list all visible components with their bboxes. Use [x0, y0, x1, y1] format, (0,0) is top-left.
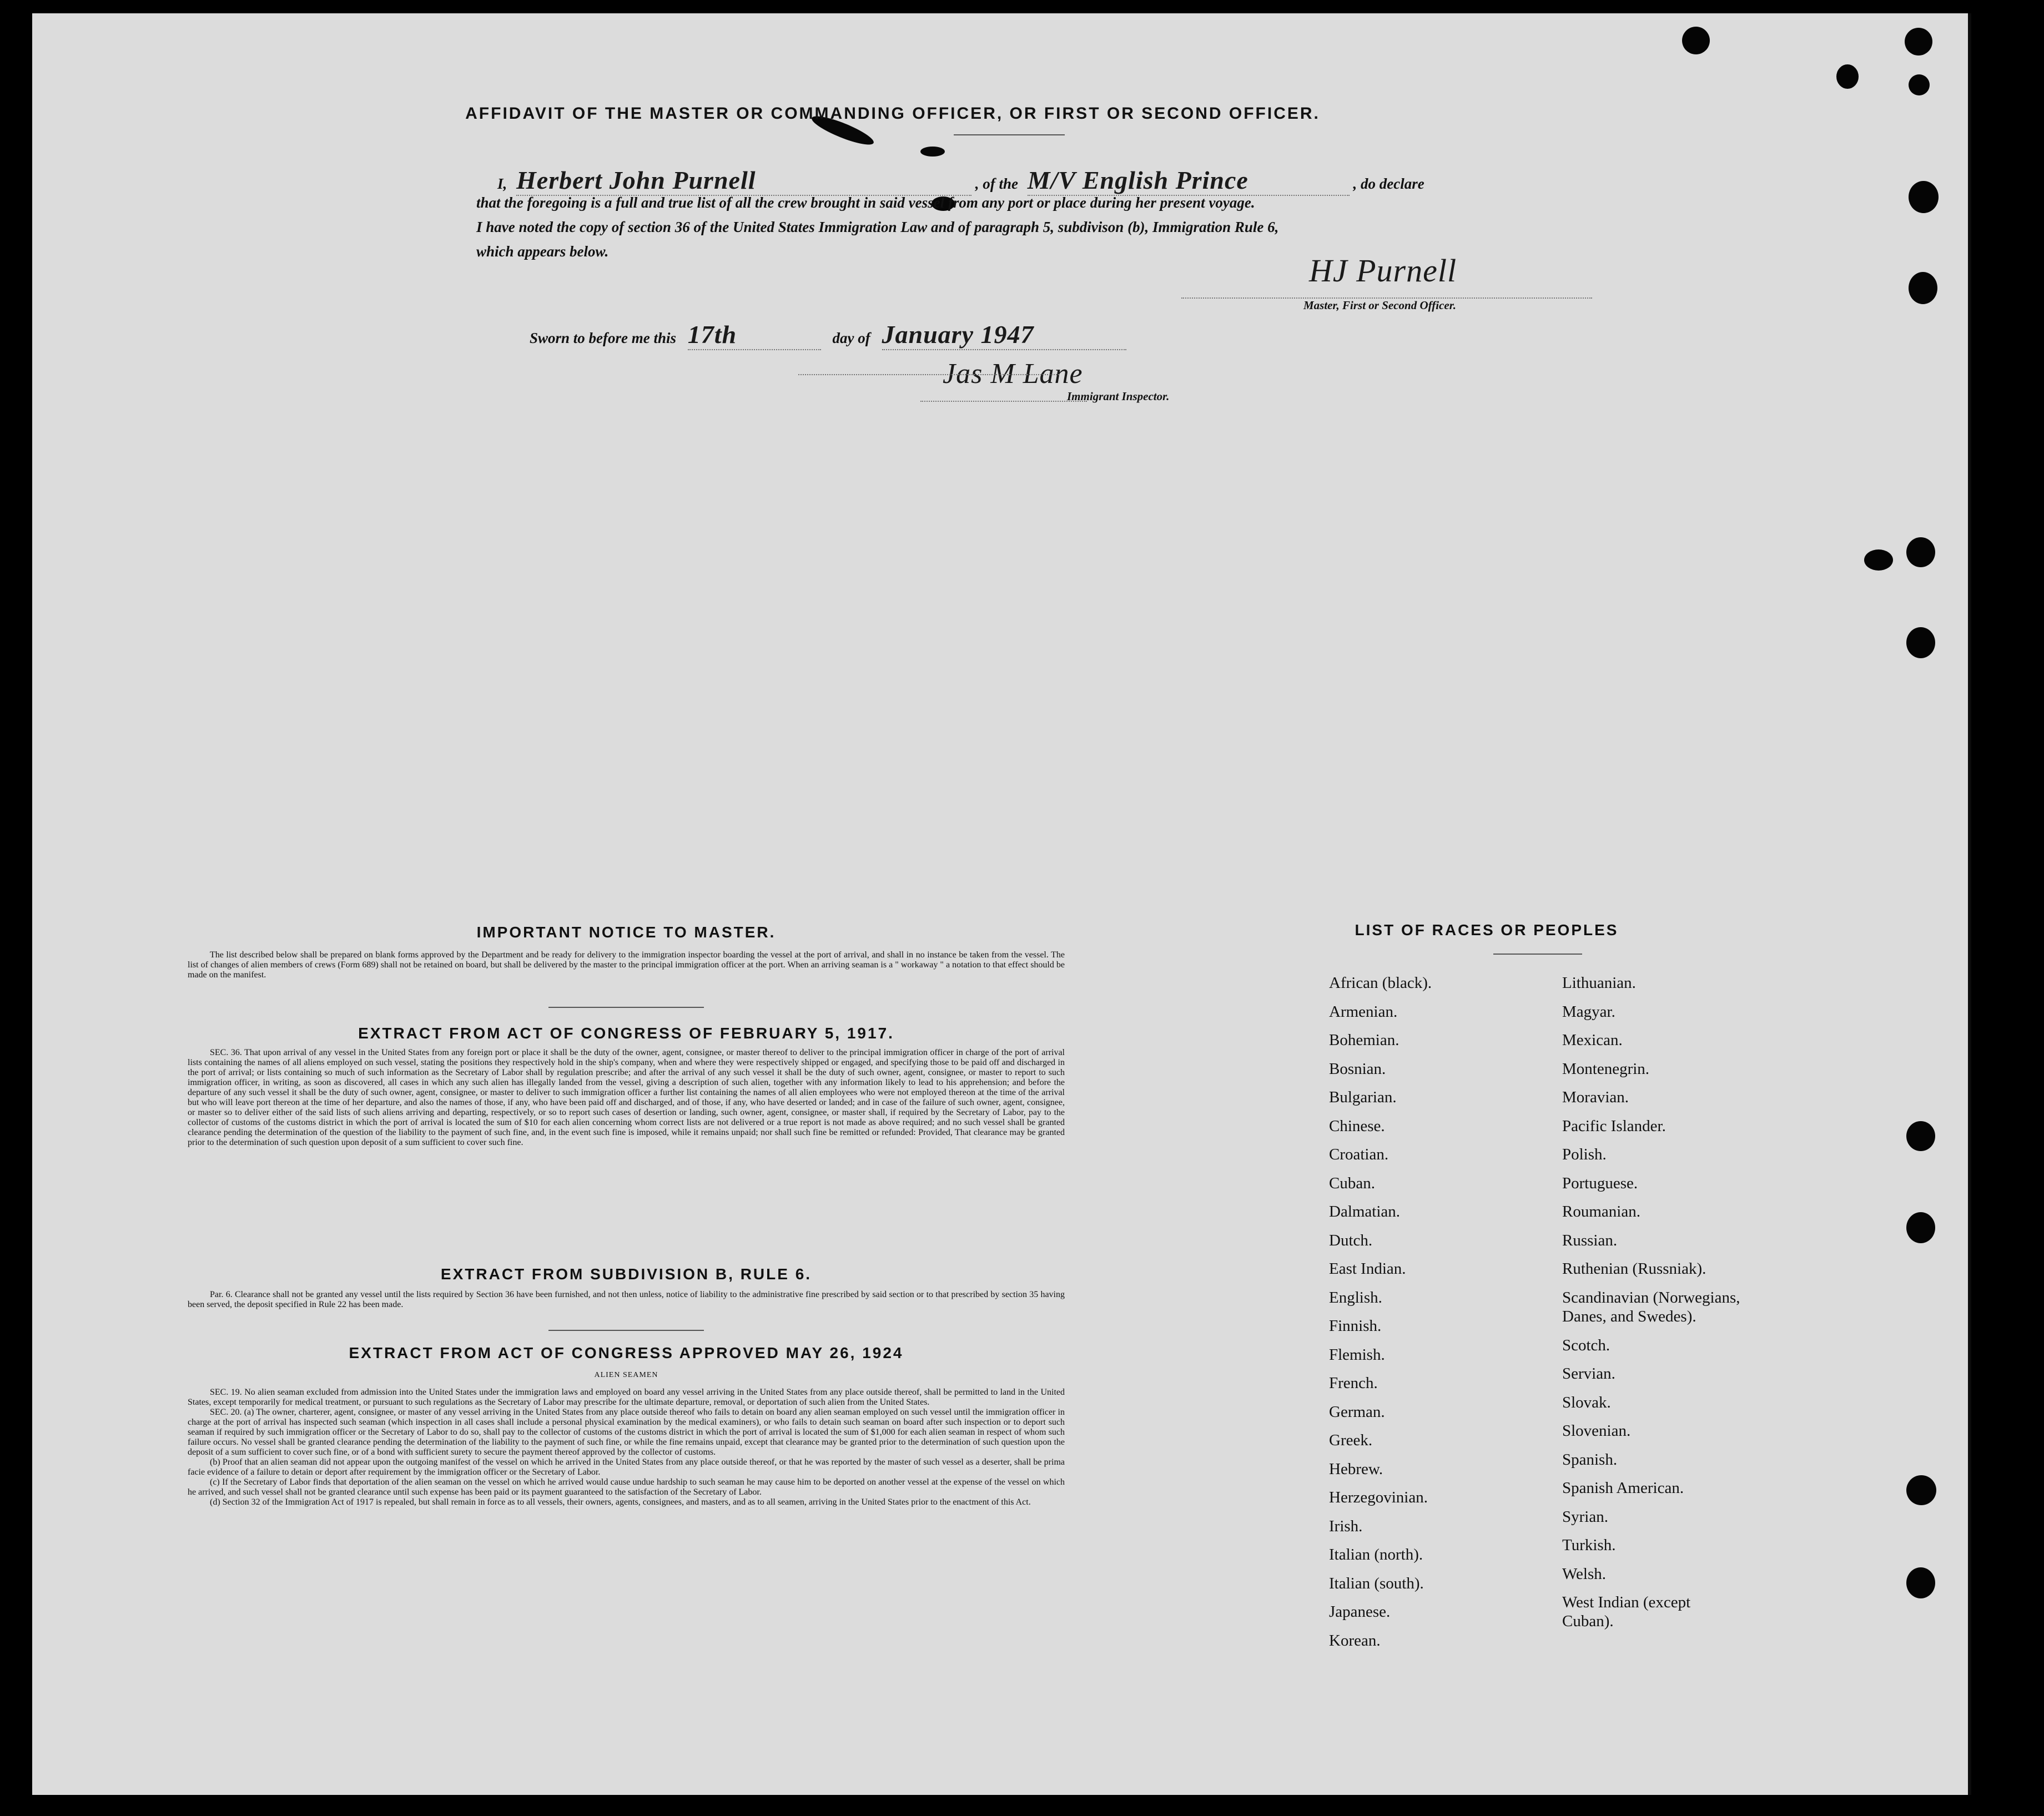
sec-19-text: SEC. 19. No alien seaman excluded from admission into the United States under the immigration laws and employed on board any vessel arriving in the United States from any place outside thereof, shall be permitted to land in the United States, except temporarily for medical treatment, or pursuant to such regulations as the Secretary of Labor may prescribe for the ultimate departure, removal, or deportation of such alien from the United States.	[188, 1388, 1065, 1407]
punch-hole	[1909, 272, 1937, 304]
races-rule	[1493, 954, 1582, 955]
races-column-2	[1562, 969, 1795, 1636]
sec-36-text: SEC. 36. That upon arrival of any vessel in the United States from any foreign port or place it shall be the duty of the owner, agent, consignee, or master thereof to deliver to the principal immigration officer in charge of the port of arrival lists containing the names of all aliens employed on such vessel, stating the positions they respectively hold in the ship's company, when and where they were respectively shipped or engaged, and specifying those to be paid off and discharged in the port of arrival; or lists containing so much of such information as the Secretary of Labor shall by regulation prescribe; and after the arrival of any such vessel it shall be the duty of such owner, agent, consignee, or master to report to such immigration officer, in writing, as soon as discovered, all cases in which any such alien has illegally landed from the vessel, giving a description of such alien, together with any information likely to lead to his apprehension; and before the departure of any such vessel it shall be the duty of such owner, agent, consignee, or master to deliver to such immigration officer a further list containing the names of all alien employees who were not employed thereon at the time of the arrival but who will leave port thereon at the time of her departure, and also the names of those, if any, who have been paid off and discharged, and of those, if any, who have deserted or landed; and in case of the failure of such owner, agent, consignee, or master so to deliver either of the said lists of such aliens arriving and departing, respectively, or so to report such cases of desertion or landing, such owner, agent, consignee, or master shall, if required by the Secretary of Labor, pay to the collector of customs of the customs district in which the port of arrival is located the sum of $10 for each alien concerning whom correct lists are not delivered or a true report is not made as above required; and no such vessel shall be granted clearance pending the determination of the question of the liability to the payment of such fine, and, in the event such fine is imposed, while it remains unpaid; nor shall such fine be remitted or refunded: Provided, That clearance may be granted prior to the determination of such question upon deposit of a sum sufficient to cover such fine.	[188, 1048, 1065, 1147]
ink-blot	[920, 147, 945, 157]
race-item: Dalmatian.	[1329, 1203, 1401, 1220]
punch-hole	[1906, 627, 1935, 658]
notice-title: IMPORTANT NOTICE TO MASTER.	[476, 924, 776, 941]
race-item: Polish.	[1562, 1146, 1607, 1163]
do-declare-label: , do declare	[1353, 175, 1424, 192]
race-item: Scandinavian (Norwegians, Danes, and Swedes).	[1562, 1288, 1740, 1325]
race-item: Turkish.	[1562, 1536, 1616, 1554]
punch-hole	[1836, 64, 1859, 89]
races-column-1	[1329, 969, 1551, 1655]
section-rule	[548, 1007, 704, 1008]
race-item: Cuban.	[1329, 1174, 1375, 1192]
punch-hole	[1906, 537, 1935, 567]
inspector-label: Immigrant Inspector.	[1067, 390, 1170, 403]
sec-20d-text: (d) Section 32 of the Immigration Act of 1917 is repealed, but shall remain in force as to all vessels, their owners, agents, consignees, and masters, and as to all seamen, arriving in the United States prior to the enactment of this Act.	[210, 1497, 1031, 1507]
race-item: African (black).	[1329, 974, 1432, 992]
race-item: Dutch.	[1329, 1231, 1373, 1249]
punch-hole	[1906, 1567, 1935, 1598]
affidavit-line-2: that the foregoing is a full and true list of all the crew brought in said vessel from any port or place during her present voyage.	[476, 194, 1255, 211]
punch-hole	[1909, 181, 1939, 213]
day-of-label: day of	[832, 330, 870, 346]
race-item: Magyar.	[1562, 1002, 1615, 1021]
vessel-name-handwritten: M/V English Prince	[1028, 165, 1350, 196]
sec-20c-text: (c) If the Secretary of Labor finds that deportation of the alien seaman on the vessel on which he arrived would cause undue hardship to such seaman he may cause him to be deported on another vessel at the expense of the vessel on which he arrived, and such vessel shall not be granted clearance until such expense has been paid or its payment guaranteed to the satisfaction of the Secretary of Labor.	[188, 1477, 1065, 1497]
affidavit-line-1	[497, 165, 1585, 196]
race-item: East Indian.	[1329, 1260, 1406, 1278]
punch-hole	[1682, 27, 1710, 54]
race-item: Greek.	[1329, 1431, 1373, 1449]
race-item: Slovenian.	[1562, 1422, 1631, 1440]
race-item: Slovak.	[1562, 1393, 1611, 1411]
race-item: Montenegrin.	[1562, 1060, 1650, 1078]
race-item: Servian.	[1562, 1365, 1615, 1383]
race-item: Bulgarian.	[1329, 1088, 1397, 1106]
document-sheet	[32, 13, 1971, 1795]
race-item: Pacific Islander.	[1562, 1117, 1666, 1135]
day-handwritten: 17th	[688, 320, 821, 350]
race-item: Herzegovinian.	[1329, 1489, 1428, 1506]
race-item: Scotch.	[1562, 1336, 1610, 1354]
of-the-label: , of the	[975, 175, 1019, 192]
punch-hole	[1906, 1475, 1936, 1505]
inspector-line-1	[798, 374, 1059, 375]
race-item: Korean.	[1329, 1631, 1381, 1649]
par-6-text: Par. 6. Clearance shall not be granted any vessel until the lists required by Section 36 have been furnished, and not then unless, notice of liability to the administrative fine prescribed by said section or to that prescribed by section 35 having been served, the deposit specified in Rule 22 has been made.	[188, 1290, 1065, 1309]
notice-text: The list described below shall be prepared on blank forms approved by the Department and be ready for delivery to the immigration inspector boarding the vessel at the port of arrival, and shall in no instance be taken from the vessel. The list of changes of alien members of crews (Form 689) shall not be retained on board, but shall be delivered by the master to the principal immigration officer at the port. When an arriving seaman is a " workaway " a notation to that effect should be made on the manifest.	[188, 950, 1065, 980]
punch-hole	[1906, 1212, 1935, 1243]
inspector-signature: Jas M Lane	[943, 358, 1083, 390]
extract-rule6-title: EXTRACT FROM SUBDIVISION B, RULE 6.	[440, 1265, 812, 1283]
master-signature: HJ Purnell	[1309, 253, 1457, 289]
punch-hole	[1905, 28, 1932, 56]
extract-rule6-body	[188, 1290, 1065, 1310]
alien-seamen-subtitle: ALIEN SEAMEN	[594, 1371, 658, 1379]
race-item: Syrian.	[1562, 1507, 1608, 1526]
extract-1917-title: EXTRACT FROM ACT OF CONGRESS OF FEBRUARY 5, 1917.	[358, 1025, 894, 1042]
punch-hole	[1906, 1121, 1935, 1151]
race-item: Armenian.	[1329, 1002, 1398, 1021]
races-title: LIST OF RACES OR PEOPLES	[1355, 921, 1619, 939]
race-item: English.	[1329, 1288, 1382, 1306]
race-item: Mexican.	[1562, 1031, 1623, 1049]
race-item: French.	[1329, 1374, 1378, 1392]
extract-1924-body	[188, 1388, 1065, 1507]
sec-20a-text: SEC. 20. (a) The owner, charterer, agent, consignee, or master of any vessel arriving in the United States from any place outside thereof who fails to detain on board any alien seaman employed on such vessel until the immigration officer in charge at the port of arrival has inspected such seaman (which inspection in all cases shall include a personal physical examination by the medical examiners), or who fails to detain such seaman on board after such inspection or to deport such seaman if required by such immigration officer or the Secretary of Labor to do so, shall pay to the collector of customs of the customs district in which the port of arrival is located the sum of $1,000 for each alien seaman in respect of whom such failure occurs. No vessel shall be granted clearance pending the determination of the liability to the payment of such fine, or while the fine remains unpaid, except that clearance may be granted prior to the determination of such question upon the deposit of a sum sufficient to cover such fine, or of a bond with sufficient surety to secure the payment thereof approved by the collector of customs.	[188, 1408, 1065, 1457]
race-item: Roumanian.	[1562, 1203, 1640, 1220]
sworn-line	[530, 320, 1126, 350]
race-item: Bosnian.	[1329, 1060, 1386, 1078]
race-item: Portuguese.	[1562, 1174, 1638, 1192]
race-item: Finnish.	[1329, 1317, 1382, 1335]
race-item: Croatian.	[1329, 1146, 1389, 1163]
race-item: Flemish.	[1329, 1345, 1385, 1364]
race-item: Chinese.	[1329, 1117, 1385, 1135]
extract-1924-title: EXTRACT FROM ACT OF CONGRESS APPROVED MAY 26, 1924	[349, 1344, 904, 1361]
section-rule	[548, 1330, 704, 1331]
race-item: Spanish American.	[1562, 1479, 1684, 1497]
race-item: Welsh.	[1562, 1565, 1607, 1583]
race-item: Italian (south).	[1329, 1574, 1424, 1592]
race-item: Russian.	[1562, 1231, 1618, 1249]
affidavit-line-4: which appears below.	[476, 243, 609, 260]
race-item: Ruthenian (Russniak).	[1562, 1260, 1706, 1278]
sworn-label: Sworn to before me this	[530, 330, 677, 346]
race-item: Bohemian.	[1329, 1031, 1399, 1049]
race-item: Lithuanian.	[1562, 974, 1636, 992]
master-signature-label: Master, First or Second Officer.	[1303, 299, 1456, 312]
master-name-handwritten: Herbert John Purnell	[516, 165, 971, 196]
month-year-handwritten: January 1947	[882, 320, 1126, 350]
race-item: Italian (north).	[1329, 1546, 1423, 1563]
race-item: Hebrew.	[1329, 1460, 1383, 1478]
notice-body	[188, 950, 1065, 980]
punch-hole	[1909, 74, 1930, 95]
race-item: Japanese.	[1329, 1603, 1391, 1621]
sec-20b-text: (b) Proof that an alien seaman did not appear upon the outgoing manifest of the vessel on which he arrived in the United States from any place outside thereof, or that he was reported by the master of such vessel as a deserter, shall be prima facie evidence of a failure to detain or deport after requirement by the immigration officer or the Secretary of Labor.	[188, 1457, 1065, 1477]
extract-1917-body	[188, 1048, 1065, 1148]
race-item: Moravian.	[1562, 1088, 1629, 1106]
race-item: German.	[1329, 1403, 1385, 1421]
race-item: Spanish.	[1562, 1450, 1618, 1469]
race-item: Irish.	[1329, 1517, 1363, 1535]
inspector-line-2	[920, 401, 1087, 402]
i-prefix: I,	[497, 175, 507, 192]
affidavit-line-3: I have noted the copy of section 36 of the United States Immigration Law and of paragraph 5, subdivison (b), Immigration Rule 6,	[476, 219, 1279, 235]
title-rule	[954, 134, 1065, 135]
affidavit-title: AFFIDAVIT OF THE MASTER OR COMMANDING OFFICER, OR FIRST OR SECOND OFFICER.	[465, 104, 1320, 123]
race-item: West Indian (except Cuban).	[1562, 1593, 1691, 1630]
punch-hole	[1864, 549, 1893, 571]
